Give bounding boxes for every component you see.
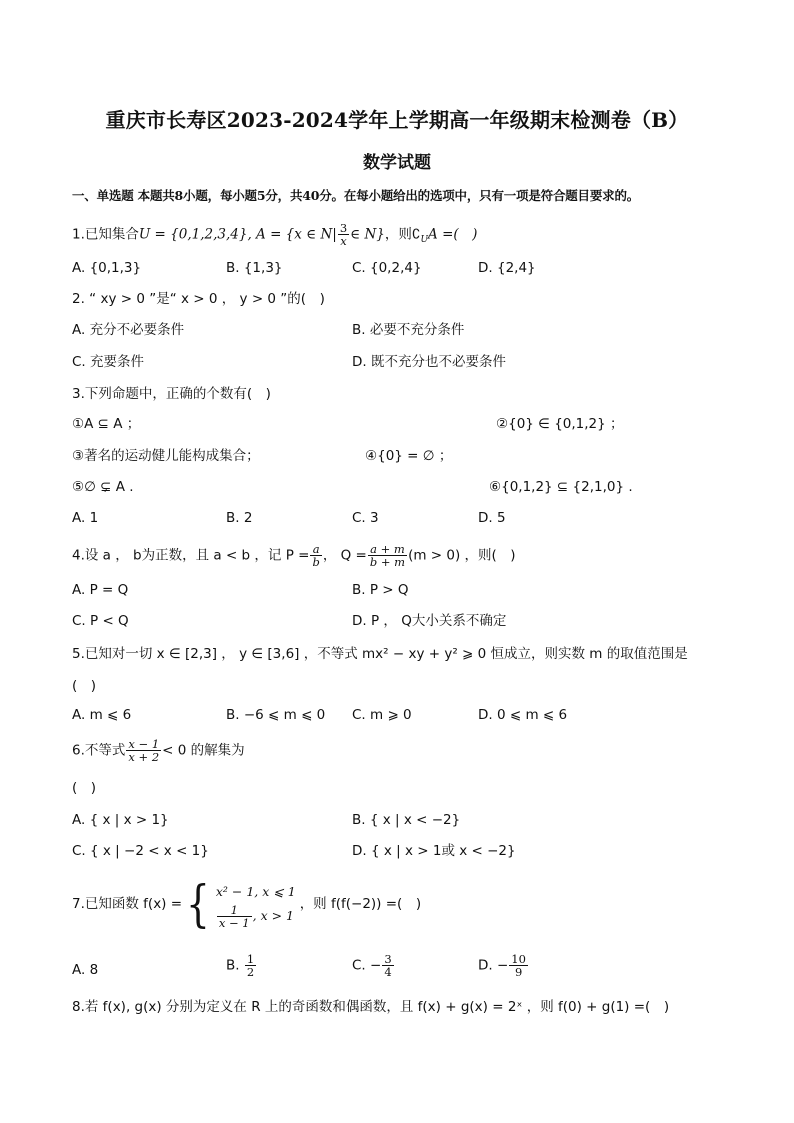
- question-6-stem: 6.不等式 $\frac{x - 1}{x + 2}$ < 0 的解集为: [72, 737, 245, 764]
- q4-option-b: B. P > Q: [352, 582, 409, 598]
- q2-option-b: B. 必要不充分条件: [352, 322, 465, 338]
- q6-fraction: $\frac{x - 1}{x + 2}$: [128, 737, 160, 764]
- q1-option-a: A. {0,1,3}: [72, 260, 142, 276]
- q3-item-5: ⑤∅ ⊊ A .: [72, 479, 134, 495]
- q7-piecewise: { x² − 1, x ⩽ 1 $\frac{1}{x - 1}$ , x > 1: [186, 875, 296, 933]
- q4-fraction-q: $\frac{a + m}{b + m}$: [369, 542, 406, 569]
- q3-item-4: ④{0} = ∅ ；: [365, 448, 453, 464]
- q3-option-b: B. 2: [226, 510, 253, 526]
- q2-option-a: A. 充分不必要条件: [72, 322, 185, 338]
- q4-option-c: C. P < Q: [72, 613, 129, 629]
- question-3-stem: 3.下列命题中，正确的个数有( ): [72, 386, 271, 402]
- q3-item-2: ②{0} ∈ {0,1,2} ；: [496, 416, 624, 432]
- q6-option-a: A. { x | x > 1}: [72, 812, 169, 828]
- q5-option-b: B. −6 ⩽ m ⩽ 0: [226, 707, 326, 723]
- q4-option-d: D. P ， Q大小关系不确定: [352, 613, 507, 629]
- question-2-stem: 2. “ xy > 0 ”是“ x > 0 ， y > 0 ”的( ): [72, 291, 325, 307]
- q3-option-c: C. 3: [352, 510, 379, 526]
- q4-fraction-p: $\frac{a}{b}$: [312, 542, 320, 569]
- q1-option-b: B. {1,3}: [226, 260, 283, 276]
- q7-option-b: B. $\frac{1}{2}$: [226, 952, 255, 979]
- q7-option-a: A. 8: [72, 962, 99, 978]
- page-subtitle: 数学试题: [363, 153, 431, 173]
- q1-option-c: C. {0,2,4}: [352, 260, 422, 276]
- question-4-stem: 4.设 a ， b为正数，且 a < b ，记 P = $\frac{a}{b}$ ， Q = $\frac{a + m}{b + m}$ (m > 0) ，则( ): [72, 542, 516, 569]
- q7-option-c: C. − $\frac{3}{4}$: [352, 952, 392, 979]
- question-5-stem: 5.已知对一切 x ∈ [2,3] ， y ∈ [3,6] ，不等式 mx² − xy + y² ⩾ 0 恒成立，则实数 m 的取值范围是: [72, 646, 688, 662]
- q6-option-c: C. { x | −2 < x < 1}: [72, 843, 209, 859]
- q1-fraction: $\frac{3}{x}$: [339, 221, 348, 248]
- q3-option-a: A. 1: [72, 510, 99, 526]
- q6-answer-blank: ( ): [72, 780, 97, 796]
- q2-option-c: C. 充要条件: [72, 354, 145, 370]
- question-7-stem: 7.已知函数 f(x) = { x² − 1, x ⩽ 1 $\frac{1}{x - 1}$ , x > 1 ，则 f(f(−2)) =( ): [72, 875, 422, 933]
- q6-option-b: B. { x | x < −2}: [352, 812, 461, 828]
- question-1-stem: 1.已知集合U = {0,1,2,3,4}, A = {x ∈ N| $\frac{3}{x}$ ∈ N}，则$∁_UA$ =( ): [72, 221, 478, 248]
- q3-item-6: ⑥{0,1,2} ⊆ {2,1,0} .: [489, 479, 633, 495]
- q6-option-d: D. { x | x > 1或 x < −2}: [352, 843, 516, 859]
- q1-option-d: D. {2,4}: [478, 260, 536, 276]
- q5-answer-blank: ( ): [72, 678, 97, 694]
- section-heading: 一、单选题 本题共8小题，每小题5分，共40分。在每小题给出的选项中，只有一项是符合题目要求的。: [72, 188, 640, 203]
- page-title: 重庆市长寿区2023-2024学年上学期高一年级期末检测卷（B）: [105, 108, 689, 132]
- question-8-stem: 8.若 f(x), g(x) 分别为定义在 R 上的奇函数和偶函数，且 f(x) + g(x) = 2ˣ ，则 f(0) + g(1) =( ): [72, 999, 670, 1015]
- q3-option-d: D. 5: [478, 510, 506, 526]
- q5-option-c: C. m ⩾ 0: [352, 707, 412, 723]
- q7-option-d: D. − $\frac{10}{9}$: [478, 952, 526, 979]
- q3-item-1: ①A ⊆ A ；: [72, 416, 141, 432]
- q5-option-d: D. 0 ⩽ m ⩽ 6: [478, 707, 568, 723]
- q4-option-a: A. P = Q: [72, 582, 129, 598]
- q2-option-d: D. 既不充分也不必要条件: [352, 354, 506, 370]
- q5-option-a: A. m ⩽ 6: [72, 707, 132, 723]
- q3-item-3: ③著名的运动健儿能构成集合；: [72, 448, 260, 464]
